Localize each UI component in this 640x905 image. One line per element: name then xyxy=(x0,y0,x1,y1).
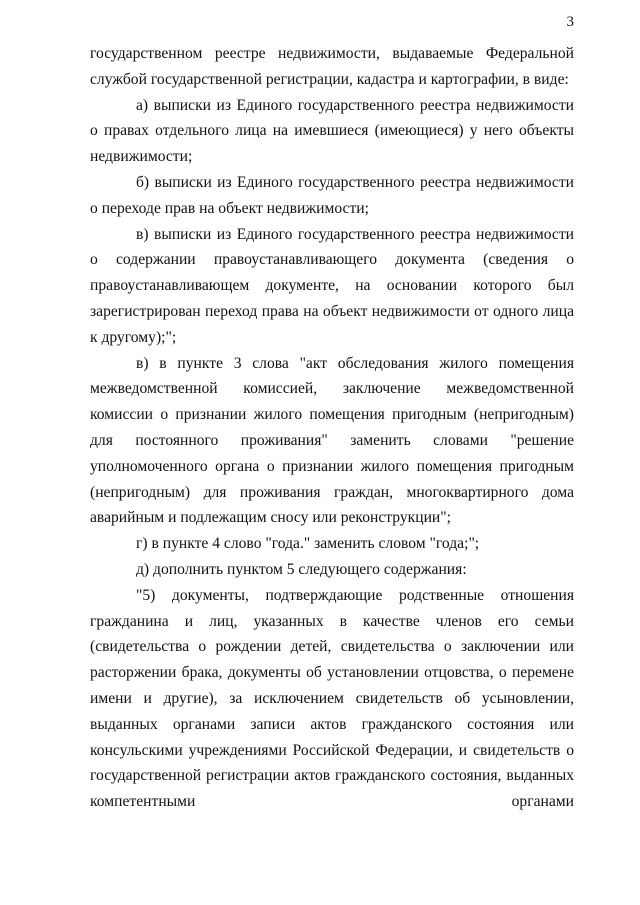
paragraph-item-b: б) выписки из Единого государственного реестра недвижимости о переходе прав на объект недвижимости; xyxy=(90,173,574,217)
page-number: 3 xyxy=(566,14,574,30)
paragraph-amendment-v: в) в пункте 3 слова "акт обследования жилого помещения межведомственной комиссией, заключение межведомственной комиссии о признании жилого помещения пригодным (непригодным) для постоянного проживания" заменить словами "решение уполномоченного органа о признании жилого помещения пригодным (непригодным) для проживания граждан, многоквартирного дома аварийным и подлежащим сносу или реконструкции"; xyxy=(90,354,574,527)
paragraph-item-v: в) выписки из Единого государственного реестра недвижимости о содержании правоустанавливающего документа (сведения о правоустанавливающем документе, на основании которого был зарегистрирован переход права на объект недвижимости от одного лица к другому);"; xyxy=(90,225,574,346)
paragraph-item-5: "5) документы, подтверждающие родственные отношения гражданина и лиц, указанных в качестве членов его семьи (свидетельства о рождении детей, свидетельства о заключении или расторжении брака, документы об установлении отцовства, о перемене имени и другие), за исключением свидетельств об усыновлении, выданных органами записи актов гражданского состояния или консульскими учреждениями Российской Федерации, и свидетельств о государственной регистрации актов гражданского состояния, выданных компетентными органами xyxy=(90,586,574,811)
paragraph-item-a: а) выписки из Единого государственного реестра недвижимости о правах отдельного лица на имевшиеся (имеющиеся) у него объекты недвижимости; xyxy=(90,96,574,166)
paragraph-continuation: государственном реестре недвижимости, выдаваемые Федеральной службой государственной регистрации, кадастра и картографии, в виде: xyxy=(90,45,574,88)
paragraph-amendment-d: д) дополнить пунктом 5 следующего содержания: xyxy=(136,560,467,578)
paragraph-amendment-g: г) в пункте 4 слово "года." заменить словом "года;"; xyxy=(136,535,480,553)
document-body xyxy=(90,41,574,815)
